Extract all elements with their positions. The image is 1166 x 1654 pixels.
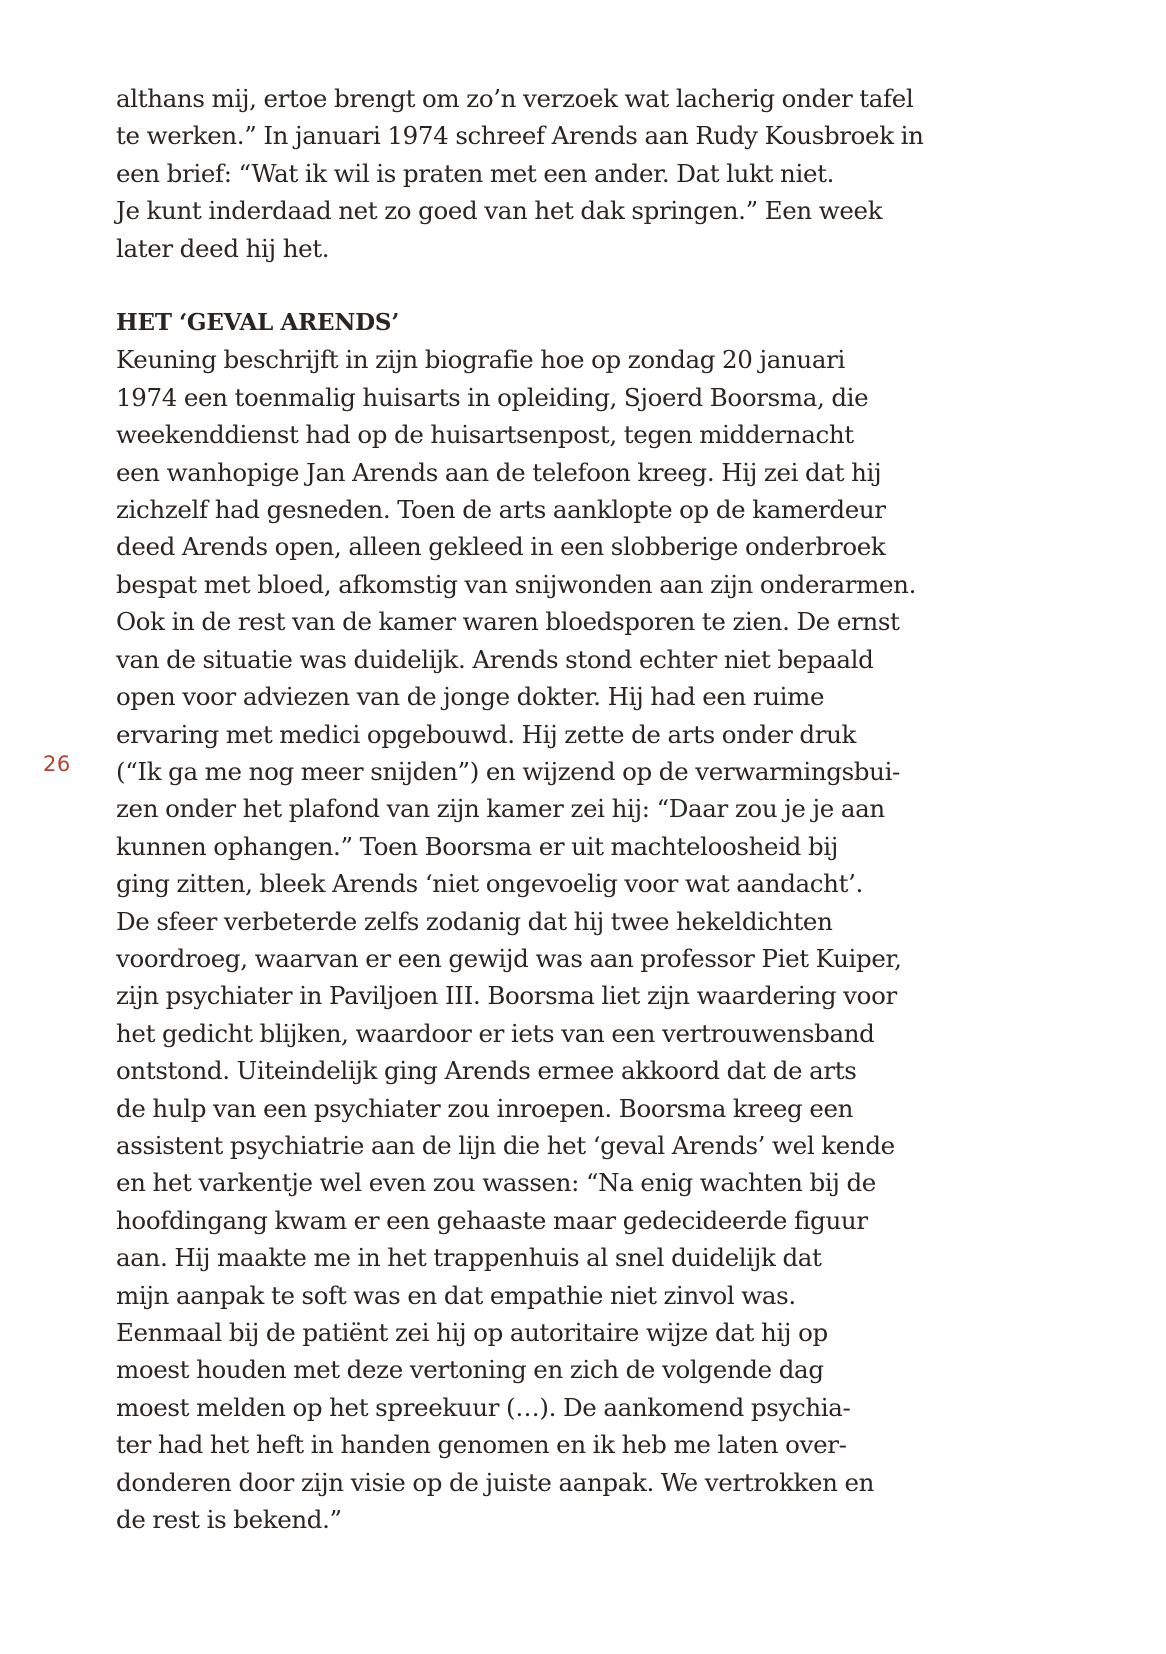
text-line: ervaring met medici opgebouwd. Hij zette de arts onder druk bbox=[116, 719, 857, 749]
text-line: voordroeg, waarvan er een gewijd was aan professor Piet Kuiper, bbox=[116, 943, 902, 973]
page-number: 26 bbox=[43, 752, 71, 776]
text-line: zichzelf had gesneden. Toen de arts aanklopte op de kamerdeur bbox=[116, 495, 886, 525]
section-paragraph bbox=[116, 341, 976, 1538]
text-line: een wanhopige Jan Arends aan de telefoon kreeg. Hij zei dat hij bbox=[116, 457, 882, 487]
text-line: deed Arends open, alleen gekleed in een slobberige onderbroek bbox=[116, 532, 886, 562]
text-line: moest houden met deze vertoning en zich de volgende dag bbox=[116, 1355, 824, 1385]
text-line: het gedicht blijken, waardoor er iets van een vertrouwensband bbox=[116, 1018, 875, 1048]
text-line: zijn psychiater in Paviljoen III. Boorsma liet zijn waardering voor bbox=[116, 981, 897, 1011]
text-line: assistent psychiatrie aan de lijn die het ‘geval Arends’ wel kende bbox=[116, 1130, 895, 1160]
text-line: een brief: “Wat ik wil is praten met een ander. Dat lukt niet. bbox=[116, 158, 835, 188]
text-line: bespat met bloed, afkomstig van snijwonden aan zijn onderarmen. bbox=[116, 569, 917, 599]
text-line: moest melden op het spreekuur (…). De aankomend psychia- bbox=[116, 1392, 851, 1422]
text-line: donderen door zijn visie op de juiste aanpak. We vertrokken en bbox=[116, 1467, 875, 1497]
text-line: althans mij, ertoe brengt om zo’n verzoek wat lacherig onder tafel bbox=[116, 84, 914, 113]
text-line: ging zitten, bleek Arends ‘niet ongevoelig voor wat aandacht’. bbox=[116, 869, 863, 899]
text-line: aan. Hij maakte me in het trappenhuis al snel duidelijk dat bbox=[116, 1243, 822, 1273]
text-line: (“Ik ga me nog meer snijden”) en wijzend op de verwarmingsbui- bbox=[116, 756, 900, 786]
body-text bbox=[116, 80, 976, 1538]
text-line: De sfeer verbeterde zelfs zodanig dat hij twee hekeldichten bbox=[116, 906, 833, 936]
text-line: Je kunt inderdaad net zo goed van het dak springen.” Een week bbox=[116, 196, 883, 226]
text-line: kunnen ophangen.” Toen Boorsma er uit machteloosheid bij bbox=[116, 831, 839, 861]
text-line: 1974 een toenmalig huisarts in opleiding, Sjoerd Boorsma, die bbox=[116, 382, 869, 412]
text-line: en het varkentje wel even zou wassen: “Na enig wachten bij de bbox=[116, 1168, 876, 1198]
text-line: de rest is bekend.” bbox=[116, 1505, 342, 1535]
text-line: ontstond. Uiteindelijk ging Arends ermee akkoord dat de arts bbox=[116, 1056, 857, 1086]
text-line: later deed hij het. bbox=[116, 233, 330, 263]
text-line: Eenmaal bij de patiënt zei hij op autoritaire wijze dat hij op bbox=[116, 1318, 828, 1347]
text-line: ter had het heft in handen genomen en ik heb me laten over- bbox=[116, 1430, 847, 1460]
text-line: Ook in de rest van de kamer waren bloedsporen te zien. De ernst bbox=[116, 607, 900, 637]
text-line: van de situatie was duidelijk. Arends stond echter niet bepaald bbox=[116, 644, 874, 674]
intro-paragraph bbox=[116, 80, 976, 267]
text-line: de hulp van een psychiater zou inroepen. Boorsma kreeg een bbox=[116, 1093, 854, 1123]
text-line: hoofdingang kwam er een gehaaste maar gedecideerde figuur bbox=[116, 1205, 868, 1235]
text-line: zen onder het plafond van zijn kamer zei hij: “Daar zou je je aan bbox=[116, 794, 885, 824]
text-line: open voor adviezen van de jonge dokter. Hij had een ruime bbox=[116, 682, 825, 712]
text-line: mijn aanpak te soft was en dat empathie niet zinvol was. bbox=[116, 1280, 796, 1310]
text-line: Keuning beschrijft in zijn biografie hoe op zondag 20 januari bbox=[116, 345, 845, 375]
text-line: te werken.” In januari 1974 schreef Arends aan Rudy Kousbroek in bbox=[116, 121, 924, 151]
text-line: weekenddienst had op de huisartsenpost, tegen middernacht bbox=[116, 420, 854, 450]
section-heading: HET ‘GEVAL ARENDS’ bbox=[116, 309, 400, 337]
